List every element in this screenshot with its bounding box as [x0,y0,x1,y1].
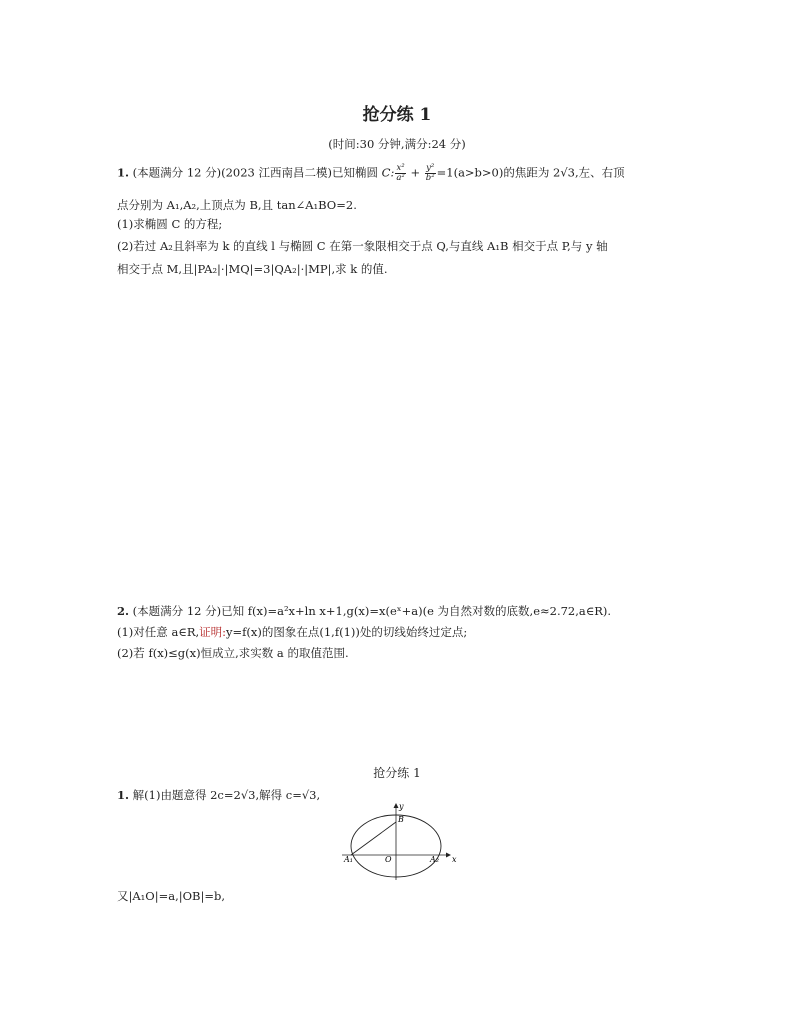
q1-tail: 的焦距为 2√3,左、右顶 [503,165,625,180]
label-o: O [385,855,392,864]
answer-section-title: 抢分练 1 [373,766,421,780]
q1-intro: (本题满分 12 分)(2023 江西南昌二模)已知椭圆 [132,165,382,180]
x-axis-arrow-icon [446,853,451,858]
q2-part-1-post: y=f(x)的图象在点(1,f(1))处的切线始终过定点; [226,625,468,639]
q1-line-2: 点分别为 A₁,A₂,上顶点为 B,且 tan∠A₁BO=2. [117,198,357,212]
ellipse-figure [340,800,460,882]
q2-part-1 [117,624,467,640]
q1-frac-x: $\frac{\text{x²}}{\text{a²}}$ [396,163,405,183]
y-axis-arrow-icon [394,803,399,808]
q1-c-label: C: [381,165,395,180]
q2-stem: (本题满分 12 分)已知 f(x)=a²x+ln x+1,g(x)=x(eˣ+a)(e 为自然对数的底数,e≈2.72,a∈R). [132,604,612,618]
q1-part-2b: 相交于点 M,且|PA₂|·|MQ|=3|QA₂|·|MP|,求 k 的值. [117,262,388,276]
q2-proof-label: 证明: [199,625,227,639]
q2-number: 2. [117,604,130,618]
label-a2: A₂ [430,855,439,864]
q2-part-1-pre: (1)对任意 a∈R, [117,625,200,639]
label-b: B [398,815,404,824]
q2-line-1 [117,603,611,619]
q1-condition: =1(a>b>0) [436,165,504,180]
answer-line-2: 又|A₁O|=a,|OB|=b, [117,889,226,903]
q1-part-2a: (2)若过 A₂且斜率为 k 的直线 l 与椭圆 C 在第一象限相交于点 Q,与直线 A₁B 相交于点 P,与 y 轴 [117,239,608,253]
page-title: 抢分练 1 [362,105,432,125]
segment-a1-b [351,822,396,855]
page-subtitle: (时间:30 分钟,满分:24 分) [328,137,466,151]
q1-line-1 [117,164,625,183]
label-a1: A₁ [344,855,353,864]
label-x: x [452,855,457,864]
q2-part-2: (2)若 f(x)≤g(x)恒成立,求实数 a 的取值范围. [117,646,349,660]
q1-plus: + [406,165,424,180]
q1-part-1: (1)求椭圆 C 的方程; [117,217,223,231]
q1-number: 1. [117,165,130,180]
label-y: y [399,802,404,811]
answer-text-1: 解(1)由题意得 2c=2√3,解得 c=√3, [132,788,321,802]
answer-number: 1. [117,788,130,802]
answer-line-1 [117,787,320,803]
q1-frac-y: $\frac{\text{y²}}{\text{b²}}$ [425,163,435,183]
